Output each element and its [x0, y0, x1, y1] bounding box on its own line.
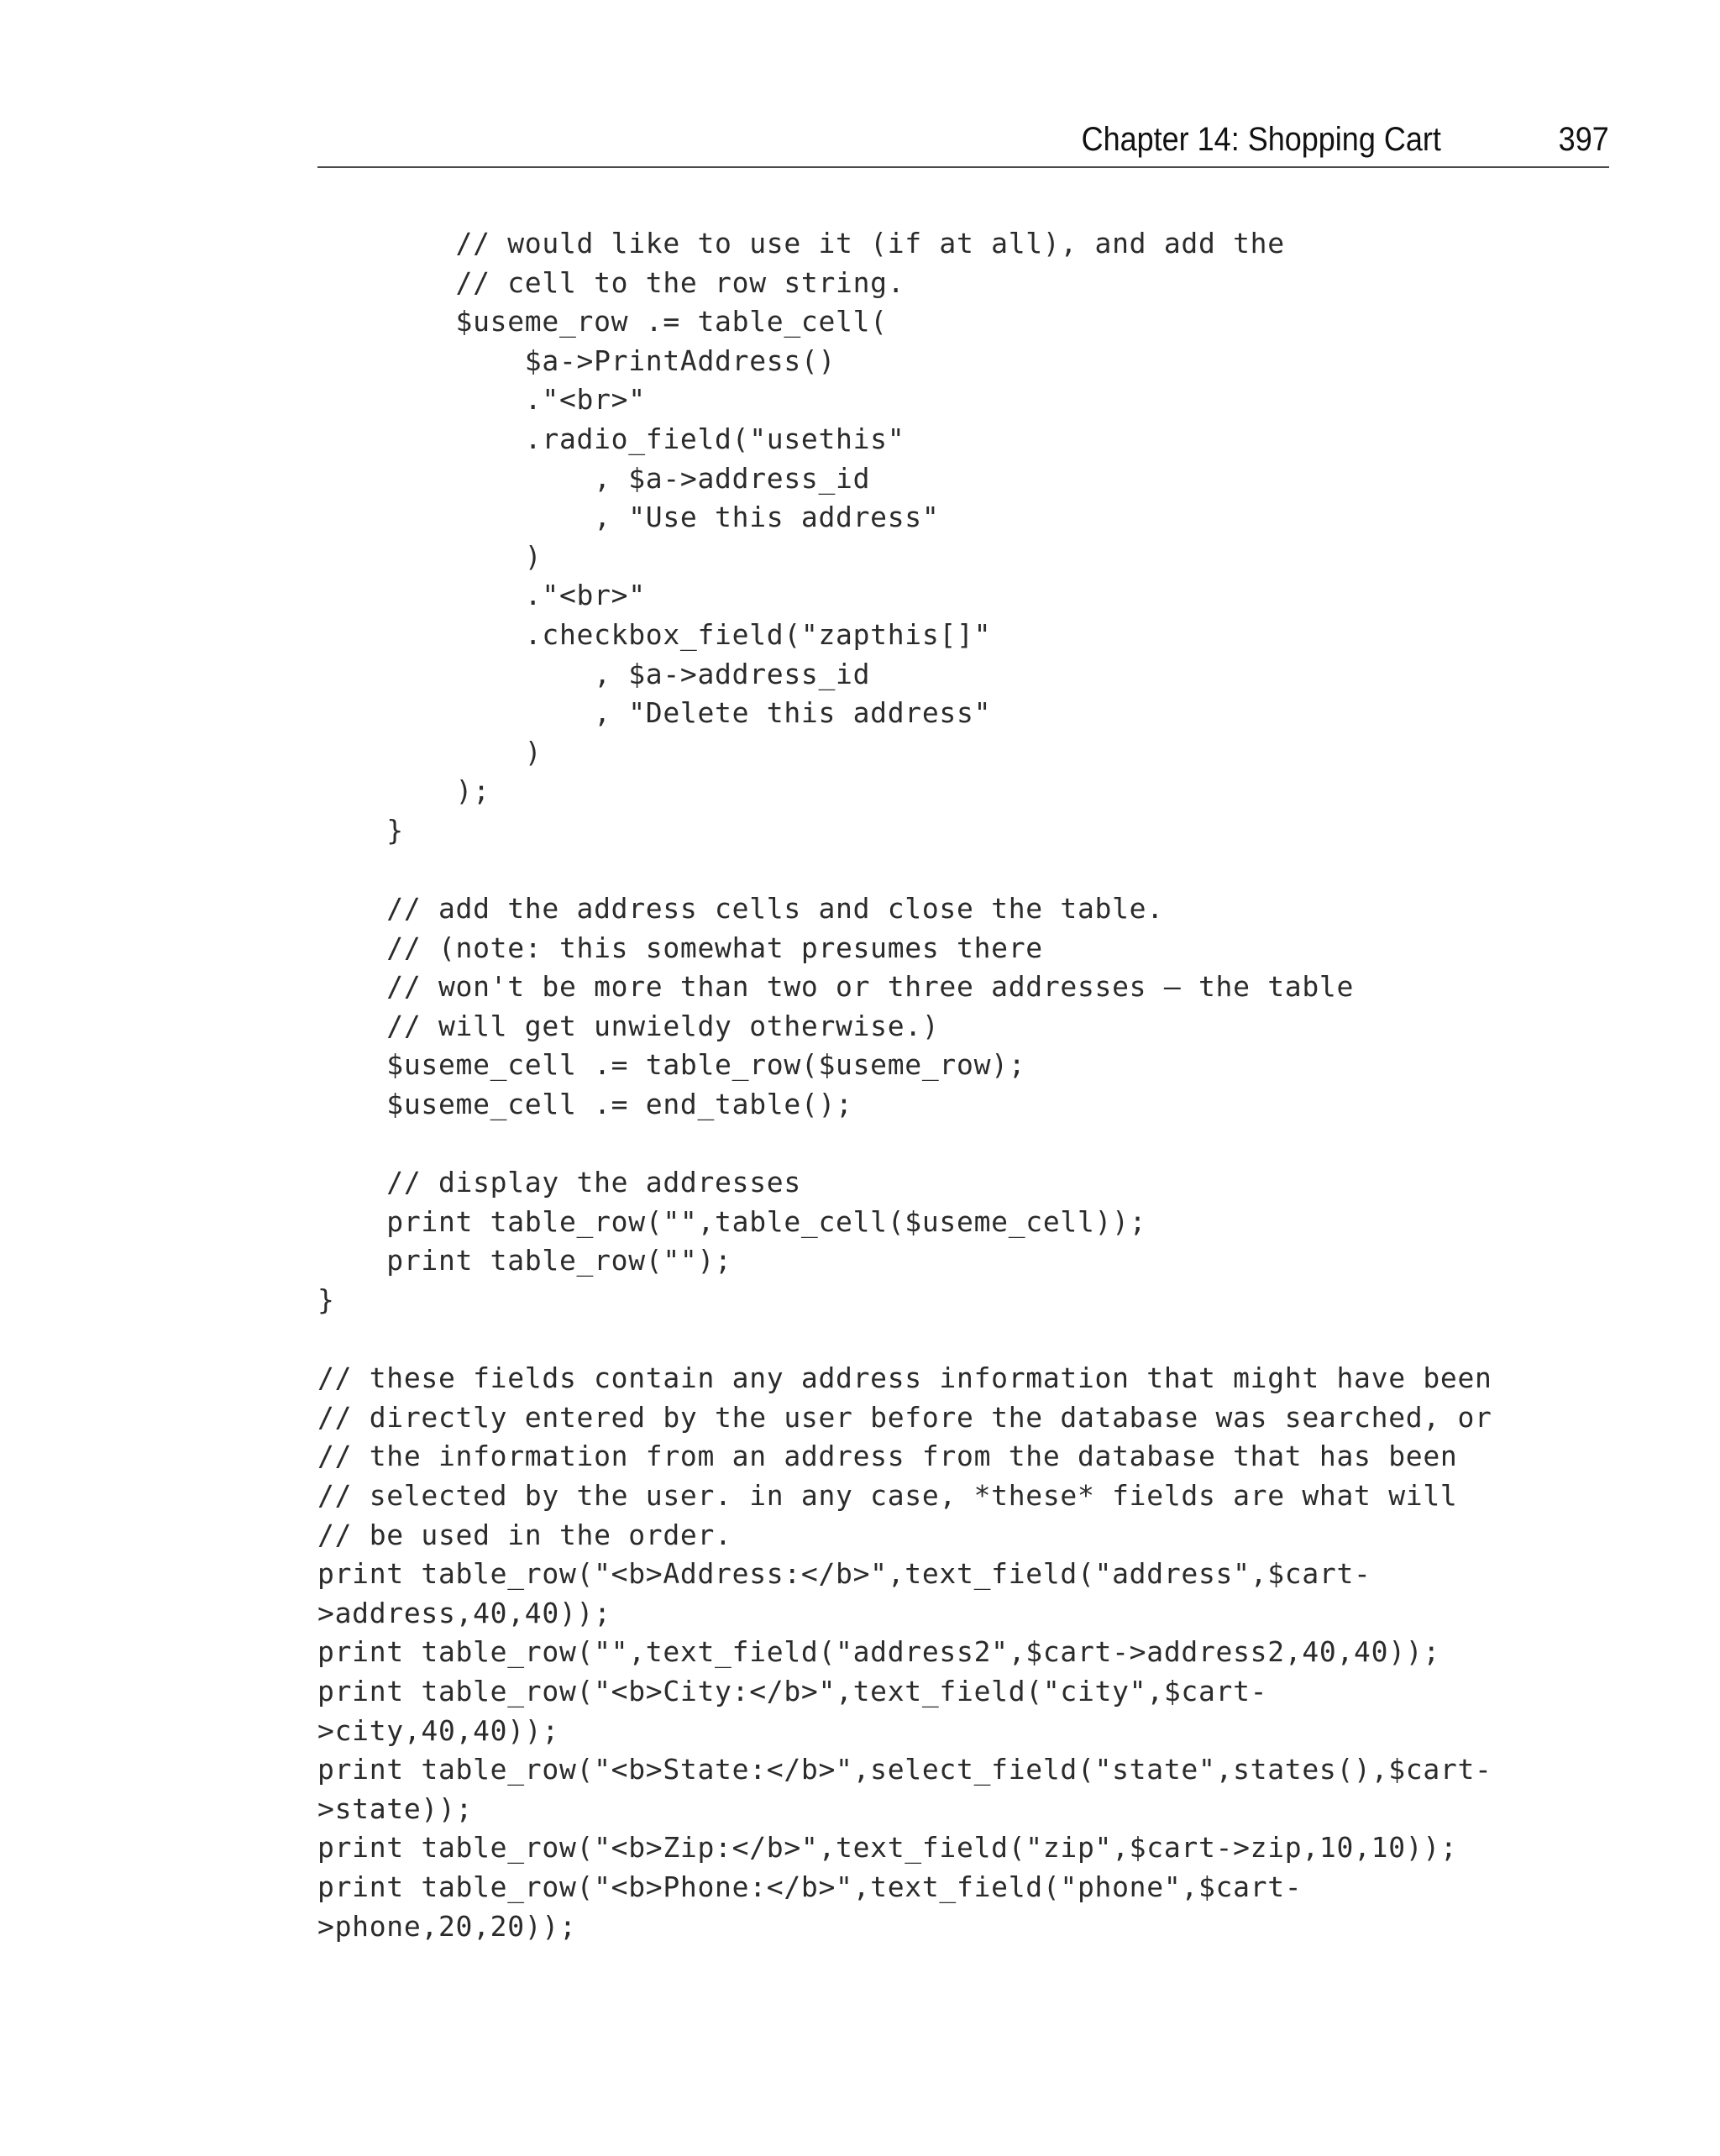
running-header	[317, 116, 1609, 168]
code-listing: // would like to use it (if at all), and add the // cell to the row string. $useme_row .= table_cell( $a->PrintAddress() ."<br>" .radio_field("usethis" , $a->address_id , "Use this address" ) ."<br>" .checkbox_field("zapthis[]" , $a->address_id , "Delete this address" ) ); } // add the address cells and close the table. // (note: this somewhat presumes there // won't be more than two or three addresses – the table // will get unwieldy otherwise.) $useme_cell .= table_row($useme_row); $useme_cell .= end_table(); // display the addresses print table_row("",table_cell($useme_cell)); print table_row(""); } // these fields contain any address information that might have been // directly entered by the user before the database was searched, or // the information from an address from the database that has been // selected by the user. in any case, *these* fields are what will // be used in the order. print table_row("<b>Address:</b>",text_field("address",$cart- >address,40,40)); print table_row("",text_field("address2",$cart->address2,40,40)); print table_row("<b>City:</b>",text_field("city",$cart- >city,40,40)); print table_row("<b>State:</b>",select_field("state",states(),$cart- >state)); print table_row("<b>Zip:</b>",text_field("zip",$cart->zip,10,10)); print table_row("<b>Phone:</b>",text_field("phone",$cart- >phone,20,20));	[317, 227, 1492, 1943]
chapter-title: Chapter 14: Shopping Cart	[1081, 121, 1441, 158]
page-number: 397	[1558, 121, 1609, 158]
